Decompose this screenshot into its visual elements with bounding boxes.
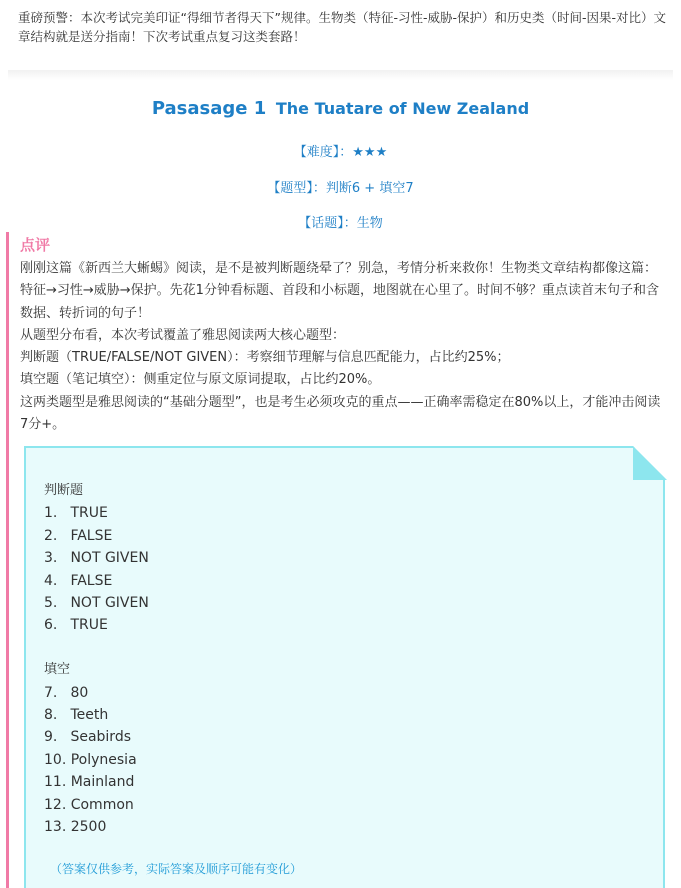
question-type-line: 【题型】：判断6 + 填空7 — [267, 181, 414, 196]
comment-paragraph: 判断题（TRUE/FALSE/NOT GIVEN）：考察细节理解与信息匹配能力，占比约25%； — [20, 350, 510, 366]
answer-item: 12. Common — [44, 796, 134, 813]
top-notice: 重磅预警：本次考试完美印证“得细节者得天下”规律。生物类（特征-习性-威胁-保护）和历史类（时间-因果-对比）文章结构就是送分指南！下次考试重点复习这类套路！ — [18, 10, 667, 44]
answer-item: 13. 2500 — [44, 819, 107, 836]
comment-paragraph: 填空题（笔记填空）：侧重定位与原文原词提取，占比约20%。 — [20, 372, 381, 388]
answer-item: 6. TRUE — [44, 617, 108, 634]
passage-title — [0, 98, 681, 119]
page-fold-icon — [633, 446, 667, 480]
passage-name: The Tuatare of New Zealand — [275, 99, 530, 118]
comment-paragraph: 刚刚这篇《新西兰大蜥蜴》阅读，是不是被判断题绕晕了？别急，考情分析来救你！生物类文章结构都像这篇：特征→习性→威胁→保护。先花1分钟看标题、首段和小标题，地图就在心里了。时间不够？重点读首末句子和含数据、转折词的句子！ — [20, 261, 659, 321]
answer-item: 3. NOT GIVEN — [44, 550, 149, 567]
answer-item: 8. Teeth — [44, 707, 109, 724]
answer-box — [24, 446, 665, 888]
answer-item: 9. Seabirds — [44, 729, 131, 746]
comment-heading: 点评 — [20, 236, 51, 254]
answer-item: 4. FALSE — [44, 572, 113, 589]
comment-paragraph: 这两类题型是雅思阅读的“基础分题型”，也是考生必须攻克的重点——正确率需稳定在80%以上，才能冲击阅读7分+。 — [20, 394, 661, 433]
answer-list — [44, 480, 149, 838]
answer-item: 11. Mainland — [44, 774, 135, 791]
comment-paragraph: 从题型分布看，本次考试覆盖了雅思阅读两大核心题型： — [20, 327, 346, 343]
section-divider — [8, 70, 673, 80]
passage-number: Pasasage 1 — [151, 98, 267, 119]
comment-body — [20, 258, 668, 436]
topic-line: 【话题】：生物 — [298, 216, 383, 231]
difficulty-line: 【难度】：★★★ — [293, 145, 388, 160]
comment-accent-bar — [6, 232, 9, 888]
answer-item: 2. FALSE — [44, 527, 113, 544]
answer-item: 10. Polynesia — [44, 751, 137, 768]
answer-item: 1. TRUE — [44, 505, 108, 522]
answer-disclaimer: （答案仅供参考，实际答案及顺序可能有变化） — [50, 862, 303, 876]
fill-title: 填空 — [44, 662, 71, 678]
answer-item: 5. NOT GIVEN — [44, 595, 149, 612]
answer-item: 7. 80 — [44, 684, 89, 701]
judgement-title: 判断题 — [44, 483, 84, 498]
